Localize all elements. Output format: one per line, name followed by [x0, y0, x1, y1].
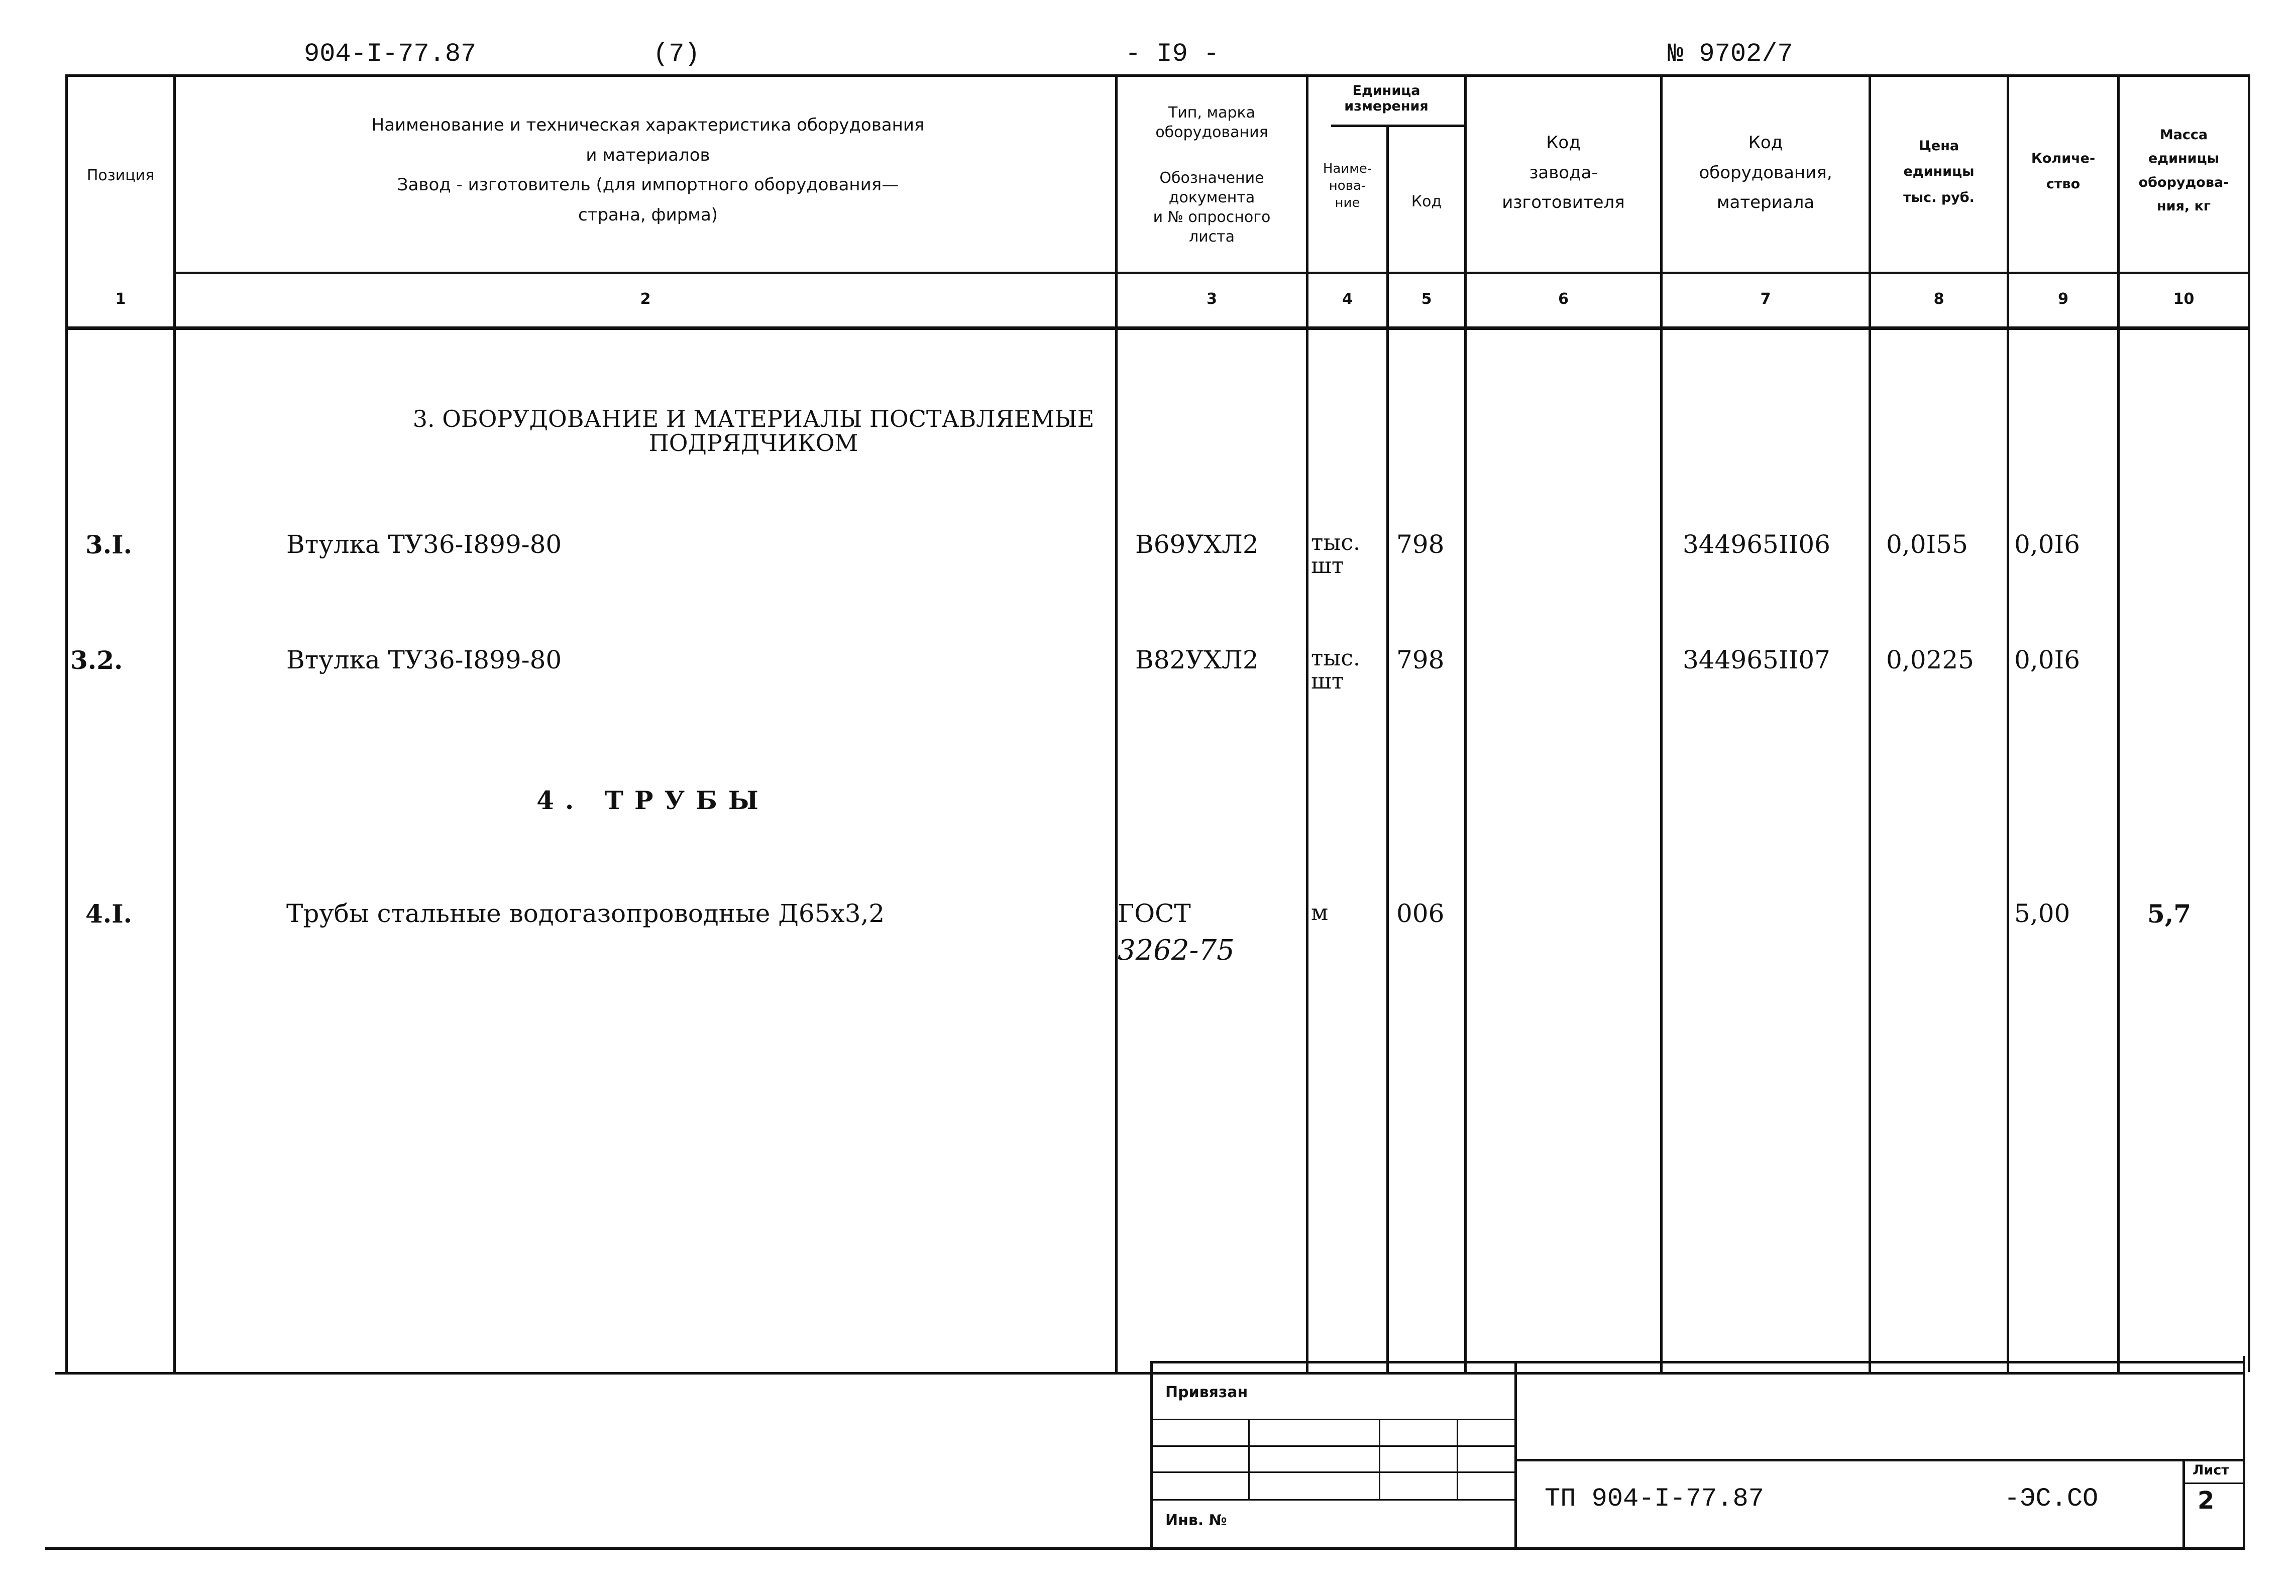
row-position: 4.I.	[85, 899, 132, 929]
stamp-bound-label: Привязан	[1165, 1384, 1248, 1401]
row-unit-code: 798	[1396, 645, 1445, 674]
col-caption-mass: Масса единицы оборудова- ния, кг	[2138, 127, 2229, 214]
col-caption-quantity: Количе- ство	[2031, 151, 2096, 192]
col-number-9: 9	[2058, 290, 2068, 308]
stamp-document-designation: ТП 904-I-77.87	[1545, 1484, 1764, 1514]
col-caption-doc: Обозначение документа и № опросного листа	[1153, 169, 1271, 246]
col-number-7: 7	[1760, 290, 1771, 308]
col-caption-position: Позиция	[86, 167, 155, 184]
row-unit-code: 798	[1396, 530, 1445, 559]
col-caption-name: Наименование и техническая характеристика оборудования и материалов Завод - изготовитель (для импортного оборудования— страна, фирма)	[371, 115, 925, 225]
album-number: (7)	[653, 39, 700, 69]
stamp-inventory-label: Инв. №	[1165, 1512, 1227, 1529]
col-caption-material-code: Код оборудования, материала	[1699, 133, 1832, 212]
col-number-8: 8	[1933, 290, 1944, 308]
row-name: Трубы стальные водогазопроводные Д65х3,2	[286, 899, 885, 928]
col-number-2: 2	[640, 290, 651, 308]
stamp-sheet-number: 2	[2198, 1487, 2215, 1515]
section-4-title: 4. ТРУБЫ	[536, 785, 770, 815]
document-number: № 9702/7	[1668, 39, 1793, 69]
col-caption-price: Цена единицы тыс. руб.	[1903, 138, 1975, 205]
row-quantity: 0,0I6	[2014, 530, 2081, 559]
row-unit: м	[1311, 900, 1329, 926]
col-number-4: 4	[1342, 290, 1353, 308]
row-quantity: 5,00	[2014, 899, 2070, 928]
col-number-1: 1	[115, 290, 126, 308]
col-number-5: 5	[1421, 290, 1432, 308]
row-position: 3.I.	[85, 530, 132, 559]
stamp-document-suffix: -ЭС.СО	[2004, 1484, 2099, 1514]
row-price: 0,0225	[1886, 645, 1974, 674]
col-caption-type: Тип, марка оборудования	[1155, 104, 1268, 141]
row-unit: тыс. шт	[1311, 645, 1360, 695]
col-caption-unit-name: Наиме- нова- ние	[1323, 161, 1372, 210]
stamp-sheet-label: Лист	[2193, 1462, 2229, 1478]
row-name: Втулка ТУ36-I899-80	[286, 530, 562, 559]
col-caption-factory-code: Код завода- изготовителя	[1502, 133, 1625, 212]
section-3-title: 3. ОБОРУДОВАНИЕ И МАТЕРИАЛЫ ПОСТАВЛЯЕМЫЕ ПОДРЯДЧИКОМ	[412, 405, 1095, 457]
row-type-handwritten: 3262-75	[1118, 934, 1235, 967]
row-name: Втулка ТУ36-I899-80	[286, 645, 562, 674]
unit-group-caption: Единица измерения	[1344, 83, 1429, 115]
row-mass: 5,7	[2147, 899, 2191, 929]
row-material-code: 344965II07	[1683, 645, 1830, 674]
row-type: ГОСТ	[1118, 899, 1191, 928]
row-quantity: 0,0I6	[2014, 645, 2081, 674]
row-type: В69УХЛ2	[1135, 530, 1259, 559]
page-number: - I9 -	[1125, 39, 1220, 69]
row-price: 0,0I55	[1886, 530, 1968, 559]
row-unit: тыс. шт	[1311, 530, 1360, 579]
col-number-10: 10	[2173, 290, 2195, 308]
row-position: 3.2.	[70, 645, 123, 675]
row-type: В82УХЛ2	[1135, 645, 1259, 674]
col-number-6: 6	[1558, 290, 1569, 308]
col-caption-unit-code: Код	[1411, 193, 1442, 210]
project-code: 904-I-77.87	[304, 39, 477, 69]
col-number-3: 3	[1207, 290, 1217, 308]
row-unit-code: 006	[1396, 899, 1445, 928]
row-material-code: 344965II06	[1683, 530, 1830, 559]
